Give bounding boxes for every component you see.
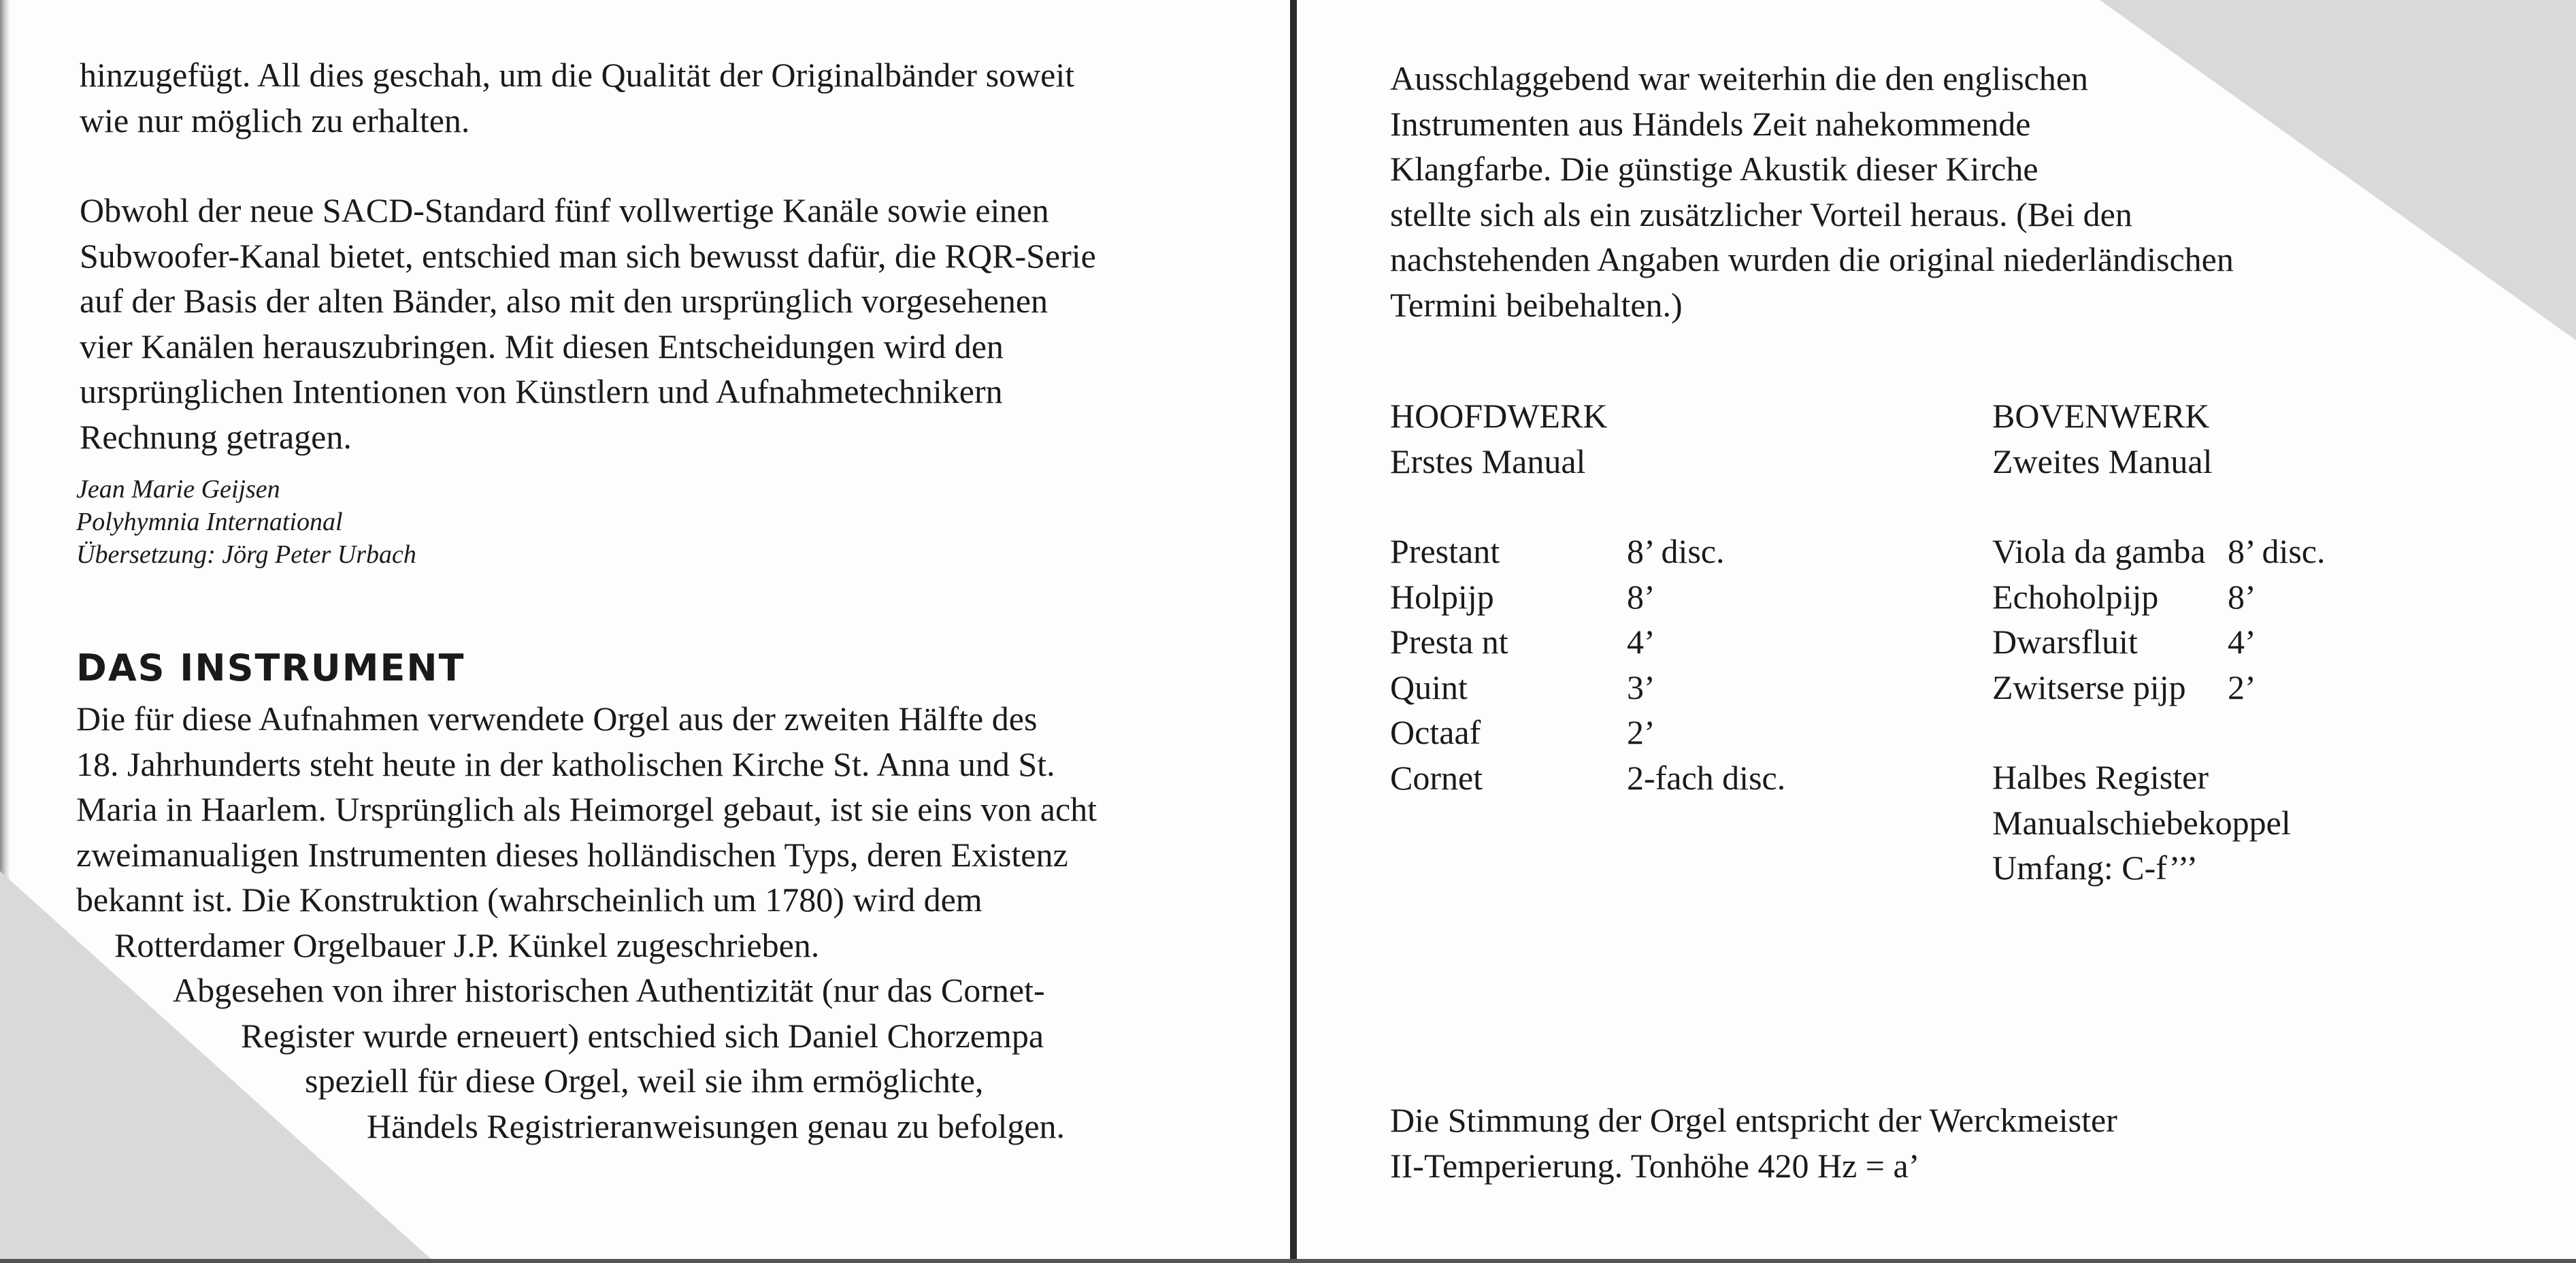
text-line: Ausschlaggebend war weiterhin die den englischen: [1390, 59, 2089, 97]
hoofdwerk-title: HOOFDWERK: [1390, 397, 1608, 435]
text-line: speziell für diese Orgel, weil sie ihm ermöglichte,: [305, 1062, 984, 1100]
text-line: hinzugefügt. All dies geschah, um die Qualität der Originalbänder soweit: [80, 56, 1075, 94]
stop-value: 8’ disc.: [2228, 532, 2326, 570]
intro-paragraph: [80, 52, 1074, 143]
stop-name: Prestant: [1390, 532, 1500, 570]
text-line: 18. Jahrhunderts steht heute in der katholischen Kirche St. Anna und St.: [76, 744, 1055, 783]
bovenwerk-title: BOVENWERK: [1992, 397, 2210, 435]
stop-name: Holpijp: [1390, 577, 1494, 616]
stop-name: Viola da gamba: [1992, 532, 2206, 570]
note-line: Umfang: C-f’’’: [1992, 849, 2198, 887]
text-line: stellte sich als ein zusätzlicher Vorteil heraus. (Bei den: [1390, 195, 2132, 233]
stop-name: Presta nt: [1390, 623, 1508, 661]
hoofdwerk-stop-names: [1390, 529, 1508, 800]
text-line: Abgesehen von ihrer historischen Authentizität (nur das Cornet-: [173, 971, 1045, 1009]
section-heading: DAS INSTRUMENT: [76, 646, 465, 689]
bovenwerk-header: [1992, 393, 2213, 484]
stop-value: 2’: [2228, 668, 2256, 706]
text-line: Obwohl der neue SACD-Standard fünf vollwertige Kanäle sowie einen: [80, 191, 1049, 229]
stop-name: Zwitserse pijp: [1992, 668, 2186, 706]
text-line: bekannt ist. Die Konstruktion (wahrscheinlich um 1780) wird dem: [76, 881, 982, 919]
text-line: Die Stimmung der Orgel entspricht der Werckmeister: [1390, 1101, 2117, 1139]
instrument-paragraph: [76, 696, 1097, 1149]
stop-name: Quint: [1390, 668, 1468, 706]
stop-value: 8’: [1627, 577, 1655, 616]
sacd-paragraph: [80, 188, 1096, 459]
stop-value: 2’: [1627, 713, 1655, 751]
text-line: Die für diese Aufnahmen verwendete Orgel aus der zweiten Hälfte des: [76, 700, 1038, 738]
text-line: Maria in Haarlem. Ursprünglich als Heimorgel gebaut, ist sie eins von acht: [76, 790, 1097, 828]
tuning-paragraph: [1390, 1098, 2117, 1188]
text-line: auf der Basis der alten Bänder, also mit den ursprünglich vorgesehenen: [80, 282, 1048, 320]
text-line: wie nur möglich zu erhalten.: [80, 101, 470, 140]
bovenwerk-subtitle: Zweites Manual: [1992, 442, 2213, 480]
translator: Übersetzung: Jörg Peter Urbach: [76, 540, 416, 569]
bovenwerk-stop-names: [1992, 529, 2206, 710]
hoofdwerk-header: [1390, 393, 1607, 484]
note-line: Halbes Register: [1992, 758, 2209, 796]
text-line: Händels Registrieranweisungen genau zu befolgen.: [367, 1106, 1066, 1145]
text-line: nachstehenden Angaben wurden die original niederländischen: [1390, 240, 2234, 278]
text-line: Register wurde erneuert) entschied sich Daniel Chorzempa: [241, 1016, 1044, 1055]
bovenwerk-notes: [1992, 755, 2291, 891]
text-line: ursprünglichen Intentionen von Künstlern und Aufnahmetechnikern: [80, 372, 1003, 410]
stop-value: 3’: [1627, 668, 1655, 706]
stop-value: 4’: [1627, 623, 1655, 661]
bovenwerk-stop-values: [2228, 529, 2325, 710]
hoofdwerk-subtitle: Erstes Manual: [1390, 442, 1586, 480]
stop-value: 8’ disc.: [1627, 532, 1725, 570]
text-line: vier Kanälen herauszubringen. Mit diesen Entscheidungen wird den: [80, 327, 1004, 365]
text-line: Rechnung getragen.: [80, 417, 352, 456]
text-line: II-Temperierung. Tonhöhe 420 Hz = a’: [1390, 1146, 1920, 1185]
text-line: Subwoofer-Kanal bietet, entschied man sich bewusst dafür, die RQR-Serie: [80, 236, 1096, 275]
text-line: Instrumenten aus Händels Zeit nahekommende: [1390, 104, 2031, 143]
book-gutter: [1290, 0, 1297, 1263]
stop-name: Cornet: [1390, 758, 1483, 797]
signature-block: [76, 473, 416, 571]
acoustics-paragraph: [1390, 56, 2234, 327]
text-line: Termini beibehalten.): [1390, 285, 1683, 324]
stop-value: 8’: [2228, 577, 2256, 616]
hoofdwerk-stop-values: [1627, 529, 1785, 800]
stop-name: Dwarsfluit: [1992, 623, 2138, 661]
text-line: zweimanualigen Instrumenten dieses holländischen Typs, deren Existenz: [76, 835, 1068, 874]
text-line: Klangfarbe. Die günstige Akustik dieser Kirche: [1390, 150, 2038, 188]
stop-name: Octaaf: [1390, 713, 1481, 751]
author-name: Jean Marie Geijsen: [76, 475, 280, 504]
stop-value: 2-fach disc.: [1627, 758, 1786, 797]
stop-name: Echoholpijp: [1992, 577, 2159, 616]
stop-value: 4’: [2228, 623, 2256, 661]
note-line: Manualschiebekoppel: [1992, 803, 2291, 842]
bottom-edge: [0, 1259, 2576, 1263]
text-line: Rotterdamer Orgelbauer J.P. Künkel zugeschrieben.: [114, 925, 820, 964]
author-company: Polyhymnia International: [76, 508, 343, 536]
